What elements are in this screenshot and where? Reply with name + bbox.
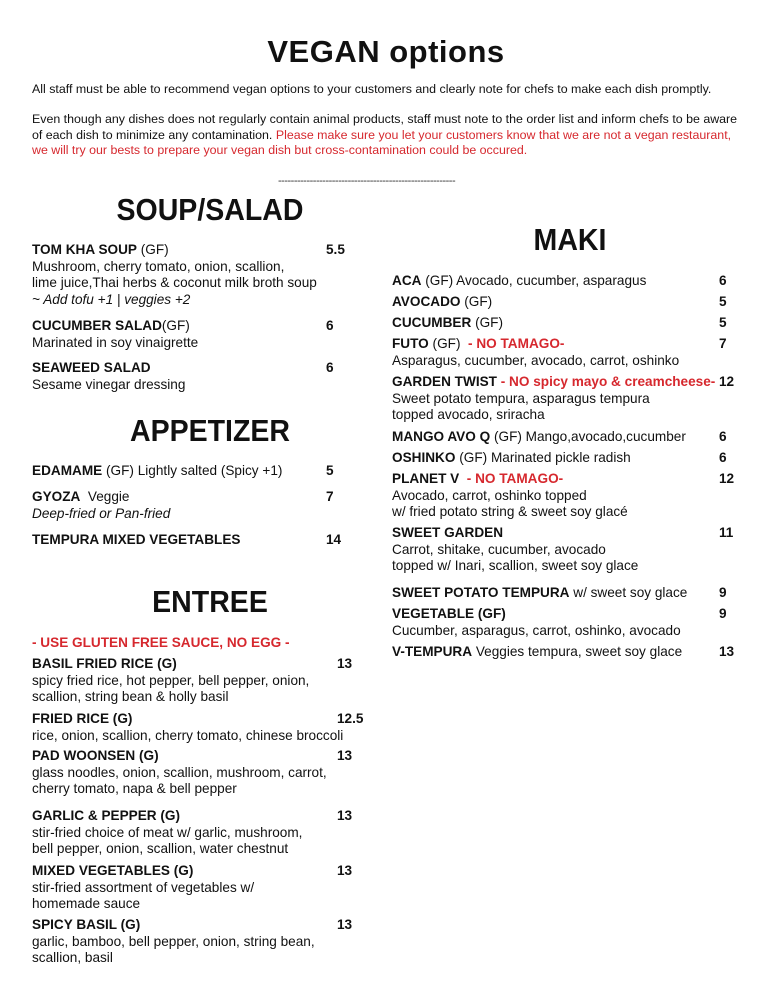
item-tag: (GF) Mango,avocado,cucumber [490, 429, 686, 444]
menu-item [32, 318, 198, 351]
item-description: rice, onion, scallion, cherry tomato, chinese broccoli [32, 727, 344, 743]
item-description: w/ fried potato string & sweet soy glacé [392, 504, 628, 519]
menu-item [392, 644, 682, 661]
item-addon-note: ~ Add tofu +1 | veggies +2 [32, 291, 191, 307]
menu-item [32, 711, 343, 744]
menu-item [32, 656, 309, 706]
menu-item [392, 525, 638, 575]
intro-paragraph-2 [32, 112, 742, 159]
item-name: V-TEMPURA [392, 644, 473, 659]
item-description: Sweet potato tempura, asparagus tempura [392, 390, 650, 406]
item-price: 14 [326, 532, 342, 547]
item-tag: (GF) [161, 318, 190, 333]
item-name: BASIL FRIED RICE (G) [32, 656, 177, 671]
item-warning: - NO spicy mayo & creamcheese- [496, 374, 716, 389]
menu-item [32, 808, 302, 858]
item-tag: (GF) [460, 294, 493, 309]
menu-item [32, 863, 254, 913]
item-name: GYOZA [32, 489, 81, 504]
item-tag: (GF) Lightly salted (Spicy +1) [102, 463, 283, 478]
item-description: Avocado, carrot, oshinko topped [392, 487, 587, 503]
item-tag: (GF) [428, 336, 461, 351]
item-price: 13 [337, 808, 353, 823]
item-name: OSHINKO [392, 450, 456, 465]
menu-item [392, 336, 679, 369]
item-description: glass noodles, onion, scallion, mushroom, carrot, [32, 764, 327, 780]
page-title: VEGAN options [267, 34, 505, 69]
maki-heading: MAKI [533, 222, 607, 257]
item-name: MIXED VEGETABLES (G) [32, 863, 194, 878]
item-name: PLANET V [392, 471, 460, 486]
menu-item [392, 273, 646, 290]
menu-item [392, 429, 686, 446]
item-price: 6 [719, 450, 727, 465]
entree-note: - USE GLUTEN FREE SAUCE, NO EGG - [32, 635, 290, 650]
item-tag: (GF) [471, 315, 504, 330]
item-price: 13 [337, 656, 353, 671]
item-description: cherry tomato, napa & bell pepper [32, 781, 237, 796]
item-price: 9 [719, 585, 727, 600]
item-description: lime juice,Thai herbs & coconut milk broth soup [32, 275, 317, 290]
item-description: homemade sauce [32, 896, 141, 911]
item-name: PAD WOONSEN (G) [32, 748, 159, 763]
item-name: GARDEN TWIST [392, 374, 497, 389]
item-tag: Veggie [80, 489, 130, 504]
item-price: 5 [719, 315, 727, 330]
intro-vegan-disclaimer: Please make sure you let your customers know that we are not a vegan restaurant, we will try our bests to prepare your vegan dish but cross-contamination could be occured. [32, 127, 732, 157]
item-price: 7 [719, 336, 727, 351]
item-name: GARLIC & PEPPER (G) [32, 808, 181, 823]
item-price: 5 [326, 463, 334, 478]
item-description: Carrot, shitake, cucumber, avocado [392, 541, 606, 557]
item-name: SPICY BASIL (G) [32, 917, 141, 932]
intro-paragraph-1: All staff must be able to recommend vegan options to your customers and clearly note for chefs to make each dish promptly. [32, 82, 712, 96]
item-price: 6 [719, 273, 727, 288]
menu-item [392, 374, 715, 424]
item-description: scallion, basil [32, 950, 113, 965]
divider: -------------------------------------------------------- [278, 175, 456, 187]
item-name: ACA [392, 273, 422, 288]
menu-item [32, 463, 282, 480]
item-name: CUCUMBER [392, 315, 472, 330]
item-warning: - NO TAMAGO- [459, 471, 564, 486]
menu-item [392, 294, 492, 311]
item-tag: Veggies tempura, sweet soy glace [472, 644, 683, 659]
menu-item [32, 360, 185, 393]
item-name: VEGETABLE (GF) [392, 606, 506, 621]
item-price: 13 [719, 644, 735, 659]
intro-warning-text: Even though any dishes does not regularly contain animal products, staff must note to the order list and inform chefs to be aware of each dish to minimize any contamination. [32, 112, 738, 142]
menu-item [392, 585, 687, 602]
item-price: 6 [719, 429, 727, 444]
item-price: 7 [326, 489, 334, 504]
item-name: SEAWEED SALAD [32, 360, 151, 375]
item-tag: (GF) Avocado, cucumber, asparagus [421, 273, 647, 288]
item-tag: w/ sweet soy glace [569, 585, 688, 600]
item-price: 12.5 [337, 711, 364, 726]
soup-salad-heading: SOUP/SALAD [116, 192, 304, 227]
menu-item [32, 532, 240, 549]
item-name: SWEET GARDEN [392, 525, 504, 540]
menu-item [392, 471, 628, 521]
item-price: 13 [337, 748, 353, 763]
item-description: Mushroom, cherry tomato, onion, scallion, [32, 258, 285, 274]
item-tag: (GF) [136, 242, 169, 257]
item-price: 9 [719, 606, 727, 621]
menu-item [392, 606, 681, 639]
item-description: Deep-fried or Pan-fried [32, 505, 171, 521]
item-name: SWEET POTATO TEMPURA [392, 585, 570, 600]
entree-heading: ENTREE [152, 584, 268, 619]
item-name: TOM KHA SOUP [32, 242, 137, 257]
item-description: garlic, bamboo, bell pepper, onion, string bean, [32, 933, 315, 949]
item-tag: (GF) Marinated pickle radish [455, 450, 631, 465]
item-description: Cucumber, asparagus, carrot, oshinko, avocado [392, 622, 681, 638]
item-price: 13 [337, 917, 353, 932]
item-price: 13 [337, 863, 353, 878]
item-description: stir-fried choice of meat w/ garlic, mushroom, [32, 824, 303, 840]
item-name: TEMPURA MIXED VEGETABLES [32, 532, 241, 547]
item-description: stir-fried assortment of vegetables w/ [32, 879, 255, 895]
menu-item [32, 917, 315, 967]
item-price: 5.5 [326, 242, 345, 257]
item-price: 12 [719, 374, 735, 389]
item-description: Asparagus, cucumber, avocado, carrot, oshinko [392, 352, 680, 368]
item-description: topped w/ Inari, scallion, sweet soy glace [392, 558, 639, 573]
item-price: 6 [326, 318, 334, 333]
menu-item [392, 315, 503, 332]
item-description: bell pepper, onion, scallion, water chestnut [32, 841, 289, 856]
item-price: 6 [326, 360, 334, 375]
item-description: scallion, string bean & holly basil [32, 689, 229, 704]
item-name: AVOCADO [392, 294, 461, 309]
item-price: 5 [719, 294, 727, 309]
item-description: spicy fried rice, hot pepper, bell pepper, onion, [32, 672, 310, 688]
item-description: Sesame vinegar dressing [32, 376, 186, 392]
menu-item [32, 242, 352, 308]
item-description: topped avocado, sriracha [392, 407, 545, 422]
item-description: Marinated in soy vinaigrette [32, 334, 199, 350]
item-name: FRIED RICE (G) [32, 711, 133, 726]
item-price: 12 [719, 471, 735, 486]
item-name: MANGO AVO Q [392, 429, 491, 444]
item-name: FUTO [392, 336, 429, 351]
item-name: EDAMAME [32, 463, 103, 478]
item-price: 11 [719, 525, 734, 540]
item-warning: - NO TAMAGO- [460, 336, 565, 351]
appetizer-heading: APPETIZER [129, 413, 291, 448]
menu-item [32, 748, 327, 798]
item-name: CUCUMBER SALAD [32, 318, 162, 333]
menu-item [392, 450, 631, 467]
menu-item [32, 489, 170, 522]
